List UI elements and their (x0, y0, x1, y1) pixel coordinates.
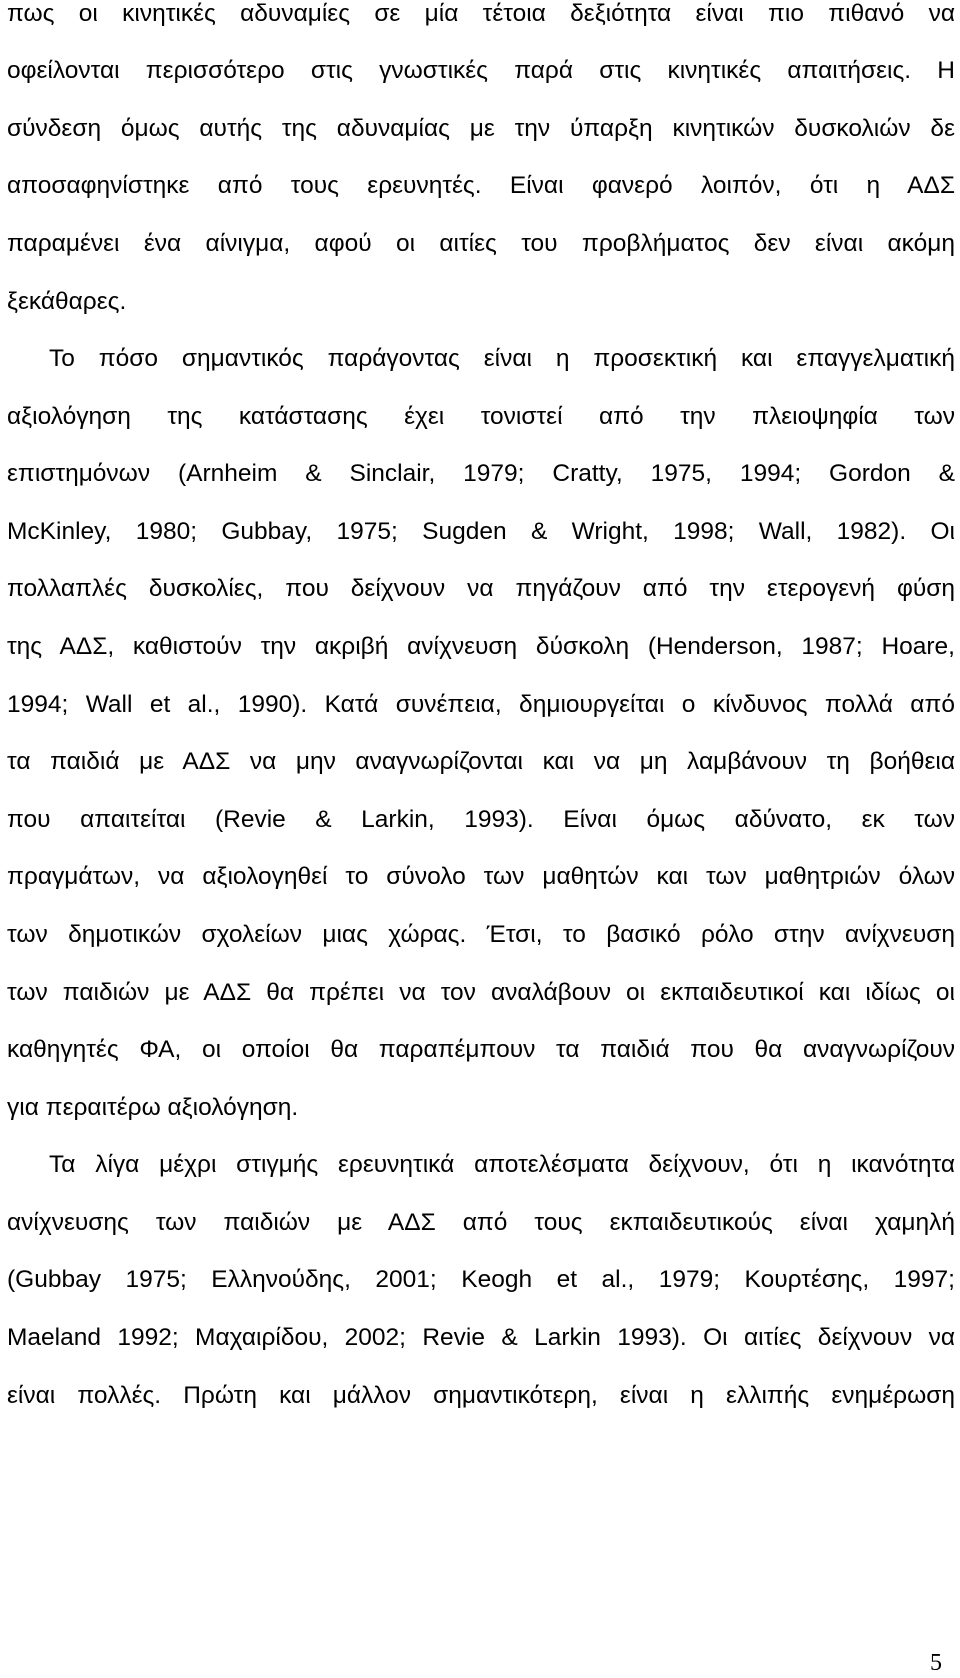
text-line: αξιολόγηση της κατάστασης έχει τονιστεί από την πλειοψηφία των (7, 403, 955, 430)
text-line: 1994; Wall et al., 1990). Κατά συνέπεια, δημιουργείται ο κίνδυνος πολλά από (7, 691, 955, 718)
text-line: που απαιτείται (Revie & Larkin, 1993). Είναι όμως αδύνατο, εκ των (7, 806, 955, 833)
text-line: Maeland 1992; Μαχαιρίδου, 2002; Revie & Larkin 1993). Οι αιτίες δείχνουν να (7, 1324, 955, 1351)
text-line: McKinley, 1980; Gubbay, 1975; Sugden & Wright, 1998; Wall, 1982). Οι (7, 518, 955, 545)
text-line: (Gubbay 1975; Ελληνούδης, 2001; Keogh et al., 1979; Κουρτέσης, 1997; (7, 1266, 955, 1293)
text-line: τα παιδιά με ΑΔΣ να μην αναγνωρίζονται και να μη λαμβάνουν τη βοήθεια (7, 748, 955, 775)
text-line: είναι πολλές. Πρώτη και μάλλον σημαντικότερη, είναι η ελλιπής ενημέρωση (7, 1382, 955, 1409)
text-line: αποσαφηνίστηκε από τους ερευνητές. Είναι φανερό λοιπόν, ότι η ΑΔΣ (7, 172, 955, 199)
text-line-indented: Τα λίγα μέχρι στιγμής ερευνητικά αποτελέσματα δείχνουν, ότι η ικανότητα (49, 1151, 955, 1178)
text-line-indented: Το πόσο σημαντικός παράγοντας είναι η προσεκτική και επαγγελματική (49, 345, 955, 372)
text-line: επιστημόνων (Arnheim & Sinclair, 1979; Cratty, 1975, 1994; Gordon & (7, 460, 955, 487)
text-line: των παιδιών με ΑΔΣ θα πρέπει να τον αναλάβουν οι εκπαιδευτικοί και ιδίως οι (7, 979, 955, 1006)
text-line: καθηγητές ΦΑ, οι οποίοι θα παραπέμπουν τα παιδιά που θα αναγνωρίζουν (7, 1036, 955, 1063)
text-line: ανίχνευσης των παιδιών με ΑΔΣ από τους εκπαιδευτικούς είναι χαμηλή (7, 1209, 955, 1236)
text-line: σύνδεση όμως αυτής της αδυναμίας με την ύπαρξη κινητικών δυσκολιών δε (7, 115, 955, 142)
text-line: πραγμάτων, να αξιολογηθεί το σύνολο των μαθητών και των μαθητριών όλων (7, 863, 955, 890)
page-number: 5 (930, 1650, 942, 1676)
text-line: πως οι κινητικές αδυναμίες σε μία τέτοια δεξιότητα είναι πιο πιθανό να (7, 0, 955, 27)
text-line: ξεκάθαρες. (7, 288, 127, 315)
text-line: για περαιτέρω αξιολόγηση. (7, 1094, 299, 1121)
text-line: παραμένει ένα αίνιγμα, αφού οι αιτίες του προβλήματος δεν είναι ακόμη (7, 230, 955, 257)
text-line: πολλαπλές δυσκολίες, που δείχνουν να πηγάζουν από την ετερογενή φύση (7, 575, 955, 602)
text-line: των δημοτικών σχολείων μιας χώρας. Έτσι, το βασικό ρόλο στην ανίχνευση (7, 921, 955, 948)
text-line: οφείλονται περισσότερο στις γνωστικές παρά στις κινητικές απαιτήσεις. Η (7, 57, 955, 84)
text-line: της ΑΔΣ, καθιστούν την ακριβή ανίχνευση δύσκολη (Henderson, 1987; Hoare, (7, 633, 955, 660)
